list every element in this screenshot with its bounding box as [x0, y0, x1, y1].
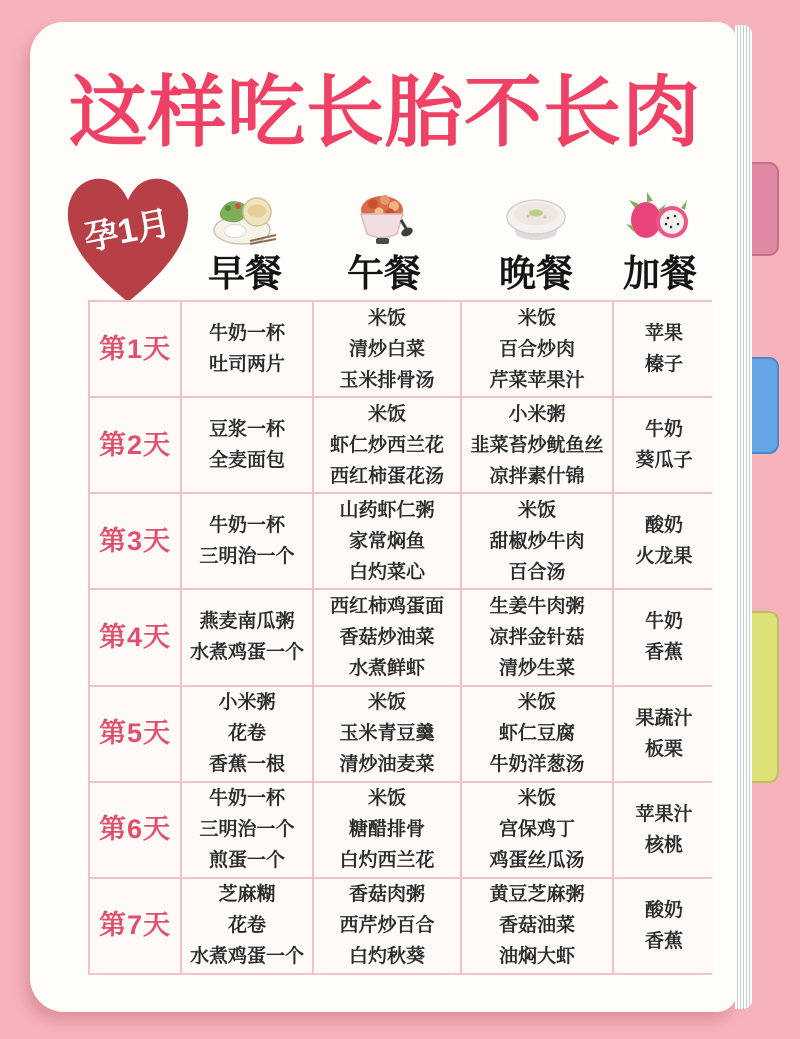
- column-label-snack: 加餐: [623, 253, 697, 295]
- meal-item: 米饭: [517, 788, 556, 810]
- meal-item: 吐司两片: [208, 354, 285, 376]
- meal-item: 虾仁豆腐: [498, 723, 575, 745]
- meal-item: 虾仁炒西兰花: [329, 434, 444, 456]
- meal-cell: [462, 590, 612, 684]
- meal-item: 生姜牛肉粥: [489, 595, 585, 617]
- breakfast-plate-icon: [210, 186, 280, 252]
- meal-item: 清炒生菜: [498, 657, 575, 679]
- meal-item: 白灼西兰花: [339, 850, 435, 872]
- meal-item: 糖醋排骨: [348, 819, 425, 841]
- column-header-snack: [590, 170, 730, 295]
- meal-cell: [462, 494, 612, 588]
- meal-cell: [314, 398, 460, 492]
- meal-cell: [314, 494, 460, 588]
- meal-item: 山药虾仁粥: [339, 499, 435, 521]
- meal-item: 香菇油菜: [498, 915, 575, 937]
- meal-cell: [614, 687, 714, 781]
- meal-item: 西红柿鸡蛋面: [329, 595, 444, 617]
- meal-cell: [614, 302, 714, 396]
- meal-item: 小米粥: [508, 403, 566, 425]
- column-header-lunch: [314, 170, 454, 295]
- meal-item: 香菇肉粥: [348, 884, 425, 906]
- meal-table: [88, 300, 712, 975]
- day-label-cell: [90, 494, 180, 588]
- meal-cell: [182, 590, 312, 684]
- meal-item: 玉米青豆羹: [339, 723, 435, 745]
- meal-item: 白灼秋葵: [348, 946, 425, 968]
- meal-cell: [462, 398, 612, 492]
- column-label-lunch: 午餐: [347, 253, 421, 295]
- meal-item: 甜椒炒牛肉: [489, 530, 585, 552]
- meal-item: 百合汤: [508, 561, 566, 583]
- meal-item: 牛奶洋葱汤: [489, 754, 585, 776]
- meal-cell: [462, 879, 612, 973]
- meal-item: 米饭: [517, 307, 556, 329]
- day-label-cell: [90, 398, 180, 492]
- dragon-fruit-icon: [625, 186, 695, 252]
- meal-item: 苹果: [644, 323, 683, 345]
- meal-item: 米饭: [367, 788, 406, 810]
- meal-cell: [614, 590, 714, 684]
- meal-item: 凉拌金针菇: [489, 626, 585, 648]
- column-label-dinner: 晚餐: [499, 253, 573, 295]
- day-label: 第6天: [98, 814, 172, 845]
- meal-cell: [182, 687, 312, 781]
- meal-cell: [462, 783, 612, 877]
- meal-cell: [182, 879, 312, 973]
- meal-item: 果蔬汁: [635, 707, 693, 729]
- meal-cell: [614, 783, 714, 877]
- meal-item: 西芹炒百合: [339, 915, 435, 937]
- meal-cell: [462, 687, 612, 781]
- meal-item: 牛奶一杯: [208, 323, 285, 345]
- meal-item: 米饭: [517, 692, 556, 714]
- column-label-breakfast: 早餐: [208, 253, 282, 295]
- day-label-cell: [90, 879, 180, 973]
- meal-item: 煎蛋一个: [208, 850, 285, 872]
- porridge-bowl-icon: [501, 186, 571, 252]
- page-title: 这样吃长胎不长肉: [68, 68, 701, 156]
- lunch-bowl-icon: [349, 186, 419, 252]
- meal-item: 核桃: [644, 834, 683, 856]
- day-label: 第1天: [98, 333, 172, 364]
- meal-cell: [314, 590, 460, 684]
- meal-item: 黄豆芝麻粥: [489, 884, 585, 906]
- meal-item: 豆浆一杯: [208, 419, 285, 441]
- column-header-breakfast: [175, 170, 315, 295]
- meal-item: 玉米排骨汤: [339, 369, 435, 391]
- day-label: 第7天: [98, 910, 172, 941]
- meal-cell: [614, 494, 714, 588]
- meal-item: 西红柿蛋花汤: [329, 465, 444, 487]
- meal-item: 香蕉: [644, 642, 683, 664]
- meal-item: 燕麦南瓜粥: [199, 611, 295, 633]
- meal-item: 水煮鸡蛋一个: [189, 642, 304, 664]
- day-label-cell: [90, 590, 180, 684]
- meal-item: 三明治一个: [199, 546, 295, 568]
- meal-item: 鸡蛋丝瓜汤: [489, 850, 585, 872]
- day-label: 第5天: [98, 718, 172, 749]
- meal-item: 牛奶: [644, 611, 683, 633]
- meal-cell: [462, 302, 612, 396]
- meal-item: 苹果汁: [635, 803, 693, 825]
- meal-item: 香蕉: [644, 930, 683, 952]
- meal-cell: [314, 783, 460, 877]
- meal-item: 香蕉一根: [208, 754, 285, 776]
- meal-item: 米饭: [367, 403, 406, 425]
- day-label-cell: [90, 783, 180, 877]
- column-header-dinner: [466, 170, 606, 295]
- meal-item: 三明治一个: [199, 819, 295, 841]
- meal-item: 牛奶: [644, 419, 683, 441]
- meal-item: 米饭: [517, 499, 556, 521]
- meal-item: 榛子: [644, 354, 683, 376]
- day-label: 第2天: [98, 429, 172, 460]
- meal-item: 家常焖鱼: [348, 530, 425, 552]
- meal-item: 油焖大虾: [498, 946, 575, 968]
- meal-item: 火龙果: [635, 546, 693, 568]
- meal-item: 清炒白菜: [348, 338, 425, 360]
- meal-cell: [182, 302, 312, 396]
- meal-cell: [314, 687, 460, 781]
- day-label: 第4天: [98, 621, 172, 652]
- meal-item: 白灼菜心: [348, 561, 425, 583]
- meal-cell: [614, 398, 714, 492]
- meal-item: 米饭: [367, 692, 406, 714]
- meal-item: 凉拌素什锦: [489, 465, 585, 487]
- meal-cell: [182, 398, 312, 492]
- meal-item: 韭菜苔炒鱿鱼丝: [470, 434, 604, 456]
- meal-item: 牛奶一杯: [208, 515, 285, 537]
- meal-item: 水煮鸡蛋一个: [189, 946, 304, 968]
- day-label-cell: [90, 302, 180, 396]
- meal-item: 板栗: [644, 738, 683, 760]
- meal-cell: [314, 879, 460, 973]
- meal-item: 香菇炒油菜: [339, 626, 435, 648]
- meal-item: 芝麻糊: [218, 884, 276, 906]
- meal-cell: [614, 879, 714, 973]
- meal-item: 牛奶一杯: [208, 788, 285, 810]
- meal-item: 葵瓜子: [635, 450, 693, 472]
- meal-item: 水煮鲜虾: [348, 657, 425, 679]
- meal-item: 米饭: [367, 307, 406, 329]
- meal-item: 酸奶: [644, 899, 683, 921]
- pregnancy-month-label: 孕1月: [81, 204, 174, 258]
- meal-item: 酸奶: [644, 515, 683, 537]
- day-label-cell: [90, 687, 180, 781]
- meal-item: 宫保鸡丁: [498, 819, 575, 841]
- meal-item: 清炒油麦菜: [339, 754, 435, 776]
- meal-item: 百合炒肉: [498, 338, 575, 360]
- meal-item: 小米粥: [218, 692, 276, 714]
- meal-item: 花卷: [227, 723, 266, 745]
- meal-cell: [314, 302, 460, 396]
- meal-item: 芹菜苹果汁: [489, 369, 585, 391]
- page-stack-edge: [735, 25, 752, 1009]
- meal-item: 花卷: [227, 915, 266, 937]
- day-label: 第3天: [98, 525, 172, 556]
- meal-item: 全麦面包: [208, 450, 285, 472]
- meal-cell: [182, 783, 312, 877]
- meal-cell: [182, 494, 312, 588]
